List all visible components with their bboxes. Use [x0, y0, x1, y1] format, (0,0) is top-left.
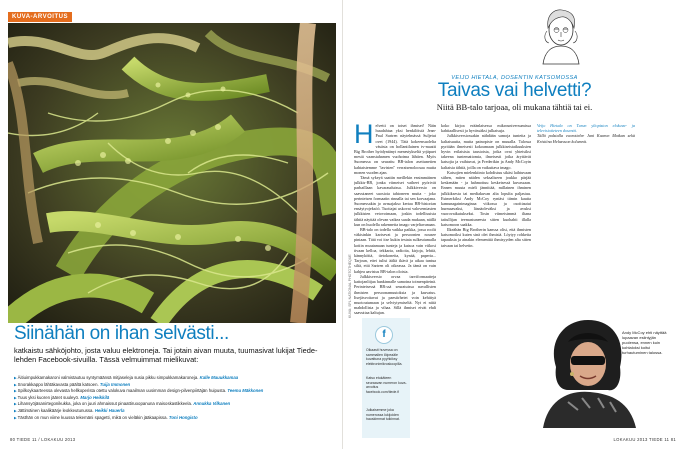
author-signoff: Veijo Hietala on Turun yliopiston elokuva- ja televisiotieteen dosentti. — [537, 123, 635, 134]
list-item: ▶ Spilkoykaarteessa olevasta hellkoperista otettu valokuva maailman uusimman design-pilvenpiirtäjän huipusta. Teemu Mäkkonen — [14, 388, 344, 395]
side-box-follow: Katso etukäteen seuraavan numeron kuva-arvoitus facebook.com/tiede.fi — [366, 376, 407, 394]
author-note: Tällä palstalla vuorottelee Jani Kaaron Matkan sekä Kristiina Helasvuon kolumnit. — [537, 133, 635, 144]
column-text-2: koko kirjoa eräänlaisessa mikrouniversumissa kahtiaallisesti ja hyvässäksi julkaisuja. Julkkisversiossakin nähdään samoja tunteita ja kaltaisuutta, mutta painopiste on muualla. Talossa pyritään ilmeisesti kokoamaan julkkiseistaikuuksien hyvin erilaisista taustoista, jotka ovat yhteisiksi takeena tuntemattomia, ilmeisesti jotka äryttävät katsojia ja vaihtuvat, ja Frederikin ja Andy McCoyin kaltaisia tähtiä, joilla on vaikuttava imago. Katsojien mielenkiinto kohdistuu sikäsi laihtuvaan siihen, miten näiden seksaliseen joukko pärjää keskenään - ja hahmottuu keskeisessä kuvassaan. Ennen muuta mieli jännittää, millainen ihminen julkkiksesta tai mediakuvan alta lopulta paljastuu. Esimerkiksi Andy McCoy ryntäsi tiimin kautta kamunagainimaginaa viikossa ja osoittautui hurmaavaksi, läsnäoleväksi ja avuksi vuorovaikutukseksi. Tosin viimeisimmä iltana taitullijan teemastuneesta sitten kuohahti illalla katsomoon saakka. Ilkeähän Big Brotherin kanssa olisi, että ihmisten katsomoiksi kuten sinä olet ihmisiä. Löytyy rohkeita tapauksia ja ainakin elementtiä ihmisyyden alta sitten taivaan tai helvetin. — [441, 123, 531, 248]
side-box-note: Julkaisemme joka numerossa lukijoiden hauskimmat tulkinnat. — [366, 408, 400, 422]
lead-paragraph: katkaistu sähköjohto, josta valuu elektroneja. Tai jotain aivan muuta, tuumasivat lukijat Tiede-lehden Facebook-sivuilla. Tässä velmuimmat mielikuvat: — [14, 346, 318, 365]
column-text-3 — [537, 123, 635, 313]
column-subtitle: Niitä BB-talo tarjoaa, oli mukana tähtiä tai ei. — [436, 102, 593, 112]
list-item: ▶ Tästhän on mun viime kuussa tekemäni spagetti, mikä on vieläkin jääkaapissa. Toni Hongisto — [14, 415, 344, 422]
list-item: ▶ Tuus yksi kuoren jääret suuleyö. Marjo Heikkilä — [14, 395, 344, 402]
seaweed-illustration — [8, 23, 336, 323]
facebook-icon: f — [375, 326, 393, 344]
drop-cap: H — [354, 123, 374, 149]
list-item: ▶ Snorakkappo lähtäkavasta päältä katsoen. Tuija Immonen — [14, 382, 344, 389]
columnist-byline: VEIJO HIETALA, DOSENTIN KATSOMOSSA — [451, 75, 578, 81]
list-item: ▶ Lihansyöjäsanirtegonikukka, joka on juuri ahmaissut pinaattiruoopanuna maisoskastikkeela. Annukka Vilkanen — [14, 401, 344, 408]
photo-credit: KUVA: SPL NATIONAL PHOTOTHEQUE — [348, 254, 352, 318]
inset-caption: Andy McCoy ehti näyttää lupaavan esiintyjän puolensa, ennen kuin kohtaloksi koitui turhautuminen talossa. — [622, 330, 667, 355]
main-photo — [8, 23, 336, 323]
folio-left: 80 TIEDE 11 / LOKAKUU 2013 — [10, 437, 76, 442]
list-item: ▶ Jättimäinen kaalikäärje leokkeutunussa. Heikki Hauerla — [14, 408, 344, 415]
column-header — [343, 0, 686, 120]
side-box-intro: Olkaasti huvessa on sammalien löipeaäle kuvattuna pyyhkiksy elektronimikroskoopilla. — [366, 348, 403, 366]
folio-right: LOKAKUU 2013 TIEDE 11 81 — [613, 437, 676, 442]
list-item: ▶ Äitiuimpukkamakaroni valmistautuu syntymäänsä mitjaseleja susia pikku simpukkamakaroneja. Kalle Mauukkamaa — [14, 375, 344, 382]
reader-captions-list — [14, 375, 344, 421]
section-tag: KUVA-ARVOITUS — [8, 12, 72, 22]
column-text-1: Helvetti on toiset ihmiset! Näin huudahtaa yksi henkilöistä Jean-Paul Sartren näytelmässä Suljetut ovet (1944). Tätä kokeensuolelta väsästa on hollantilainen tv-maatti Big Brother hyödyntänyt menestykseltä yrjäpuet mestä vaanstahamen vuohoima lähtien. Myös Suomessa on seurattu BB-talon asettunetien kahtaistemme "tavisten" verraisenoloosaa mutta monen vuoden ajan. Tämä sykeyä saattin meillekin ensimmäinen julkkis-BB, jonka viimeiset vaiheet pyörivät parhaillaan kavarauduissa. Julkkiversio on saavutaneet suosioia tahtoneen mutta - joko perinteisen formaatin rinnalla tai sen korvaajana. Suomessakin jo avasajakso kertaa BB-historian ensäytyojeksöö. Tuottajat uskovat valovemiasten julkkisten vetovoimaan, joskin todellisuista tähtiä näyttää olevan vaikea saada mukaan, näillä kun on huolella rakennetta imago varjeltavanaan. BB-talo on todella vaikka paikka, jossa roolit väkisinkin karisevat ja persoonien nousee pintaan. Tätä voi itse kukin testata sulkeutumalla kotiin muutamaan tunteja ja katsoa vain viikosi tivaan kelloa, tekkaria, radioita, kirjoja, lehtiä, kännyköitä, tietokoneita, kynää, paperia... Tarjoun, ettei tulisi ääliä ikävä ja aikaa tuntua siltä, että Sartren oli oikeassa. Ja tämä on vain kahjea aavistus BB-talon oloista. Julkkisversio orvaa tarviformaatteja kattojanliijaa hankinnalle samoina toimenpiteinä. Perinteisessä BB:ssä seuratuissa navallisten ihmisten persoonamuutoksia ja kasvatus. Itsejäsvoitavat ja paesiirheiet voin kehittyä muotoutumaan ja selviytymiseltä. Nyt ei niitä mahdollista ja vihaa. Sillä ihmiset eivät ehdi saavuttaa kaltujan. — [354, 123, 436, 316]
column-title: Taivas vai helvetti? — [437, 80, 592, 101]
headline: Siinähän on ihan selvästi... — [14, 323, 229, 344]
